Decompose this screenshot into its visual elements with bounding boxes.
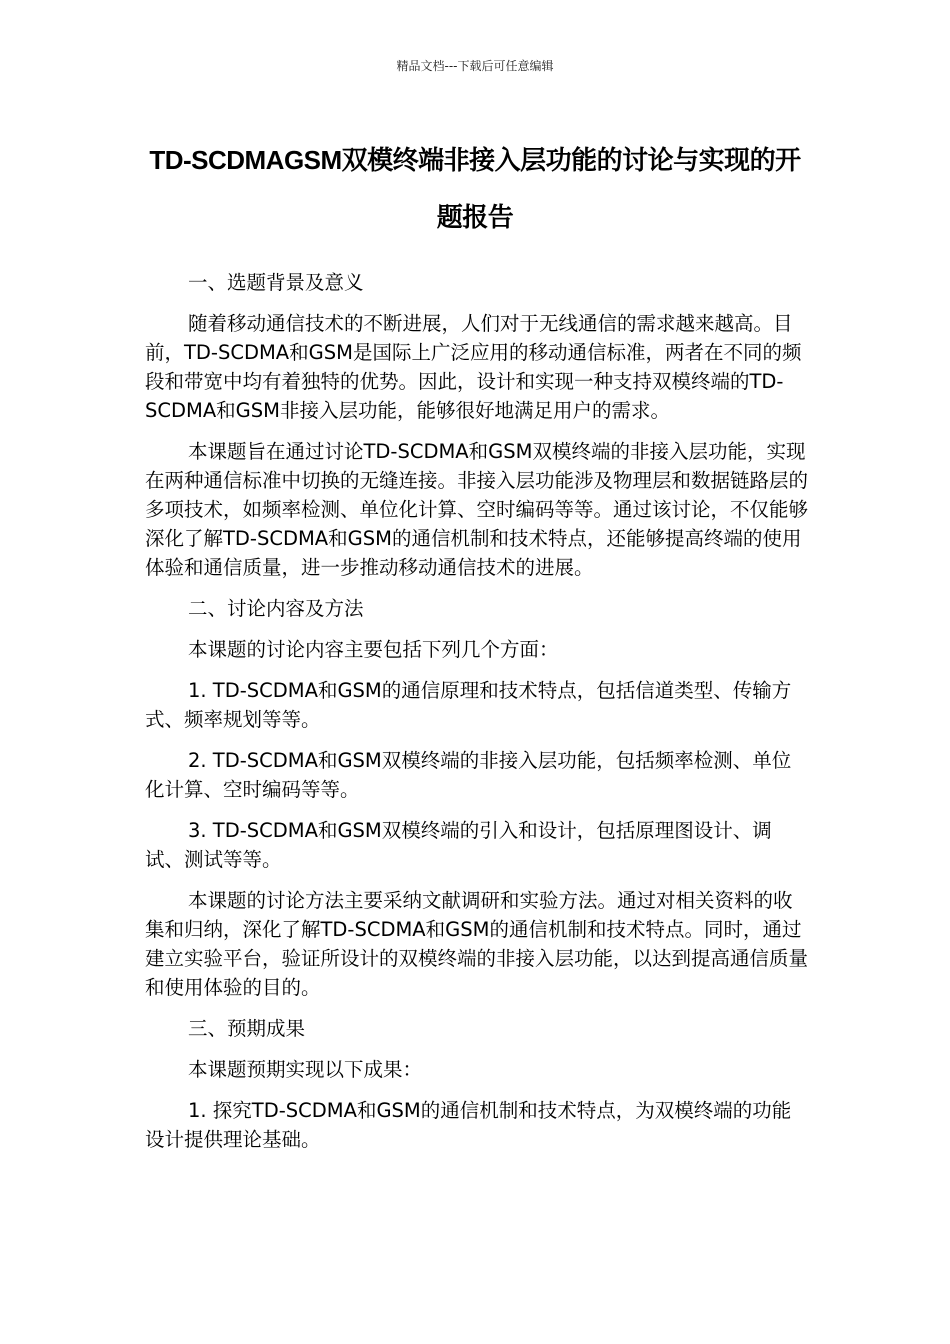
paragraph-methods: 本课题的讨论方法主要采纳文献调研和实验方法。通过对相关资料的收集和归纳，深化了解TD-SCDMA和GSM的通信机制和技术特点。同时，通过建立实验平台，验证所设计的双模终端的非接入层功能，以达到提高通信质量和使用体验的目的。 — [145, 889, 809, 999]
document-body — [145, 268, 810, 1166]
paragraph-objective: 本课题旨在通过讨论TD-SCDMA和GSM双模终端的非接入层功能，实现在两种通信标准中切换的无缝连接。非接入层功能涉及物理层和数据链路层的多项技术，如频率检测、单位化计算、空时编码等等。通过该讨论，不仅能够深化了解TD-SCDMA和GSM的通信机制和技术特点，还能够提高终端的使用体验和通信质量，进一步推动移动通信技术的进展。 — [145, 440, 809, 579]
paragraph-background: 随着移动通信技术的不断进展，人们对于无线通信的需求越来越高。目前，TD-SCDMA和GSM是国际上广泛应用的移动通信标准，两者在不同的频段和带宽中均有着独特的优势。因此，设计和实现一种支持双模终端的TD-SCDMA和GSM非接入层功能，能够很好地满足用户的需求。 — [145, 312, 802, 422]
page-header: 精品文档---下载后可任意编辑 — [396, 59, 554, 73]
paragraph-content-intro: 本课题的讨论内容主要包括下列几个方面： — [188, 638, 559, 661]
document-title: TD-SCDMAGSM双模终端非接入层功能的讨论与实现的开题报告 — [149, 145, 801, 232]
list-item-result-1: 1. 探究TD-SCDMA和GSM的通信机制和技术特点，为双模终端的功能设计提供理论基础。 — [145, 1099, 792, 1151]
list-item-content-1: 1. TD-SCDMA和GSM的通信原理和技术特点，包括信道类型、传输方式、频率规划等等。 — [145, 679, 792, 731]
paragraph-results-intro: 本课题预期实现以下成果： — [188, 1058, 423, 1081]
list-item-content-2: 2. TD-SCDMA和GSM双模终端的非接入层功能，包括频率检测、单位化计算、空时编码等等。 — [145, 749, 792, 801]
list-item-content-3: 3. TD-SCDMA和GSM双模终端的引入和设计，包括原理图设计、调试、测试等等。 — [145, 819, 772, 871]
section-heading-background: 一、选题背景及意义 — [188, 271, 364, 294]
section-heading-content-methods: 二、讨论内容及方法 — [188, 597, 364, 620]
section-heading-expected-results: 三、预期成果 — [188, 1017, 306, 1040]
